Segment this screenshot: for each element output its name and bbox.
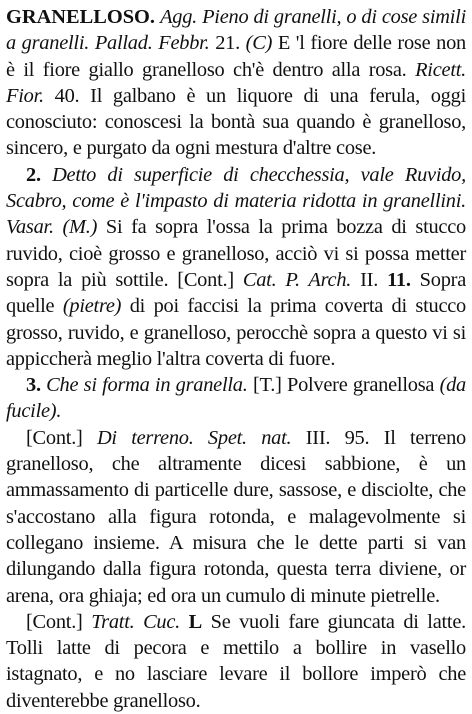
citation-tag: [Cont.] [26, 426, 83, 449]
citation-volume: II. [360, 268, 379, 291]
citation-note: (pietre) [62, 295, 122, 318]
citation-tag: [T.] [252, 374, 282, 397]
citation-text: Sopra quelle [6, 268, 466, 318]
sense-number: 3. [26, 374, 41, 397]
entry-sense-3-subentry-cucina [6, 609, 466, 714]
citation-volume: III. [305, 426, 331, 449]
sense-1-definition: Agg. Pieno di granelli, o di cose simili a granelli. [6, 6, 466, 55]
citation-source: Spet. nat. [207, 426, 292, 449]
citation-tag: [Cont.] [177, 268, 234, 291]
citation-tag: [Cont.] [26, 610, 83, 633]
entry-sense-3 [6, 372, 466, 425]
citation-source: Pallad. Febbr. [94, 32, 210, 55]
sense-2-definition: Detto di superficie di checchessia, vale Ruvido, Scabro, come è l'impasto di materia ridotta in granellini. [6, 163, 466, 213]
entry-sense-2 [6, 162, 466, 372]
citation-number: 95. [344, 426, 370, 449]
sense-3-definition: Che si forma in granella. [46, 374, 248, 397]
example-note: (da fucile). [6, 374, 466, 423]
citation-number: 21. [215, 32, 240, 55]
citation-text: E 'l fiore delle rose non è il fiore giallo granelloso ch'è dentro alla rosa. [6, 32, 466, 81]
citation-marker: L [188, 610, 202, 633]
citation-number: 11. [387, 268, 411, 291]
citation-source: Ricett. Fior. [6, 58, 466, 107]
citation-text: Si fa sopra l'ossa la prima bozza di stucco ruvido, cioè grosso e granelloso, acciò vi si possa metter sopra la più sottile. [6, 216, 466, 291]
citation-text: Il galbano è un liquore di una ferula, oggi conosciuto: conoscesi la bontà sua quando è granelloso, sincero, e purgato da ogni mestura d'altre cose. [6, 84, 466, 160]
citation-number: 40. [54, 84, 80, 107]
citation-text: di poi faccisi la prima coverta di stucco grosso, ruvido, e granelloso, perocchè sopra a questo vi si appiccherà meglio l'altra coverta di fuore. [6, 295, 466, 370]
citation-text: Il terreno granelloso, che altramente dicesi sabbione, è un ammassamento di particelle dure, sassose, e disciolte, che s'accostano alla figura rotonda, e malagevolmente si collegano insieme. A misura che le dette parti si van dilungando dalla figura rotonda, questa terra diviene, or arena, ora ghiaja; ed ora un cumulo di minute pietrelle. [6, 426, 466, 607]
subsense-definition: Di terreno. [96, 426, 194, 449]
citation-tag: (M.) [62, 216, 98, 239]
example-text: Polvere granellosa [286, 374, 435, 397]
citation-tag: (C) [245, 32, 273, 55]
headword: GRANELLOSO. [6, 6, 155, 28]
citation-source: Tratt. Cuc. [91, 610, 181, 633]
sense-number: 2. [26, 163, 41, 186]
entry-sense-3-subentry-terreno [6, 425, 466, 609]
citation-source: Cat. P. Arch. [242, 268, 352, 291]
citation-text: Se vuoli fare giuncata di latte. Tolli latte di pecora e mettilo a bollire in vasello istagnato, e no lasciare levare il bollore imperò che diventerebbe granelloso. [6, 610, 466, 712]
entry-sense-1 [6, 4, 466, 162]
citation-source: Vasar. [6, 216, 54, 239]
